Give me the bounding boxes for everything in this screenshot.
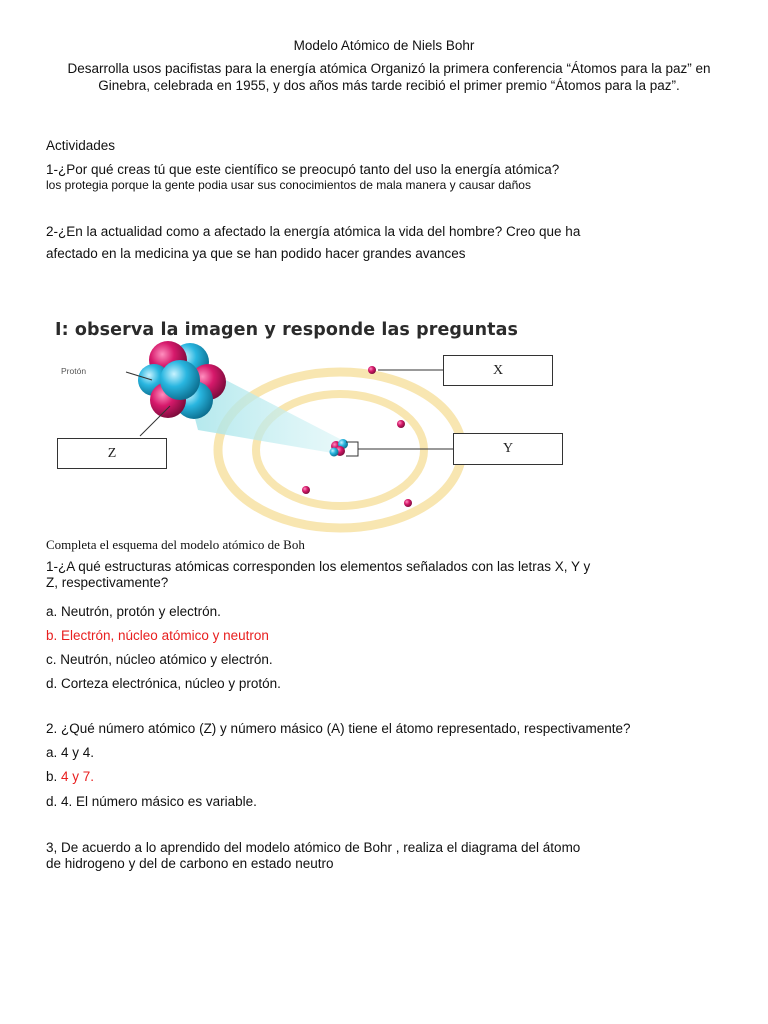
option-1b-selected: b. Electrón, núcleo atómico y neutron xyxy=(46,628,269,643)
option-2d: d. 4. El número másico es variable. xyxy=(46,794,257,809)
option-1a: a. Neutrón, protón y electrón. xyxy=(46,604,221,619)
intro-paragraph: Desarrolla usos pacifistas para la energía atómica Organizó la primera conferencia “Átomos para la paz” en Ginebra, celebrada en 1955, y dos años más tarde recibió el primer premio “Átomos para la paz”. xyxy=(67,61,711,93)
question-2-line-2: afectado en la medicina ya que se han podido hacer grandes avances xyxy=(46,246,466,261)
exercise-question-3-line-2: de hidrogeno y del de carbono en estado neutro xyxy=(46,856,334,871)
activities-heading: Actividades xyxy=(46,138,116,153)
option-2b-letter: b. xyxy=(46,769,58,784)
electron xyxy=(302,486,310,494)
option-1d: d. Corteza electrónica, núcleo y protón. xyxy=(46,676,281,691)
electron xyxy=(397,420,405,428)
answer-1: los protegia porque la gente podia usar sus conocimientos de mala manera y causar daños xyxy=(46,178,531,192)
electron xyxy=(368,366,376,374)
figure-heading: I: observa la imagen y responde las preguntas xyxy=(55,320,519,340)
question-2-line-1: 2-¿En la actualidad como a afectado la energía atómica la vida del hombre? Creo que ha xyxy=(46,224,581,239)
exercise-question-3-line-1: 3, De acuerdo a lo aprendido del modelo atómico de Bohr , realiza el diagrama del átomo xyxy=(46,840,581,855)
option-2b-answer: 4 y 7. xyxy=(61,769,95,784)
document-title: Modelo Atómico de Niels Bohr xyxy=(293,38,475,53)
exercise-question-1-line-2: Z, respectivamente? xyxy=(46,575,169,590)
option-1c: c. Neutrón, núcleo atómico y electrón. xyxy=(46,652,273,667)
label-box-x: X xyxy=(443,355,553,386)
question-1: 1-¿Por qué creas tú que este científico se preocupó tanto del uso la energía atómica? xyxy=(46,162,560,177)
exercise-question-2: 2. ¿Qué número atómico (Z) y número másico (A) tiene el átomo representado, respectivamente? xyxy=(46,721,631,736)
bohr-model-figure xyxy=(48,318,552,542)
label-box-z: Z xyxy=(57,438,167,469)
exercise-question-1-line-1: 1-¿A qué estructuras atómicas corresponden los elementos señalados con las letras X, Y y xyxy=(46,559,591,574)
figure-caption: Completa el esquema del modelo atómico de Boh xyxy=(46,537,305,552)
option-2a: a. 4 y 4. xyxy=(46,745,95,760)
proton-label: Protón xyxy=(61,366,87,376)
label-box-y: Y xyxy=(453,433,563,465)
electron xyxy=(404,499,412,507)
option-2b xyxy=(46,769,94,784)
bohr-model-diagram xyxy=(48,318,552,542)
